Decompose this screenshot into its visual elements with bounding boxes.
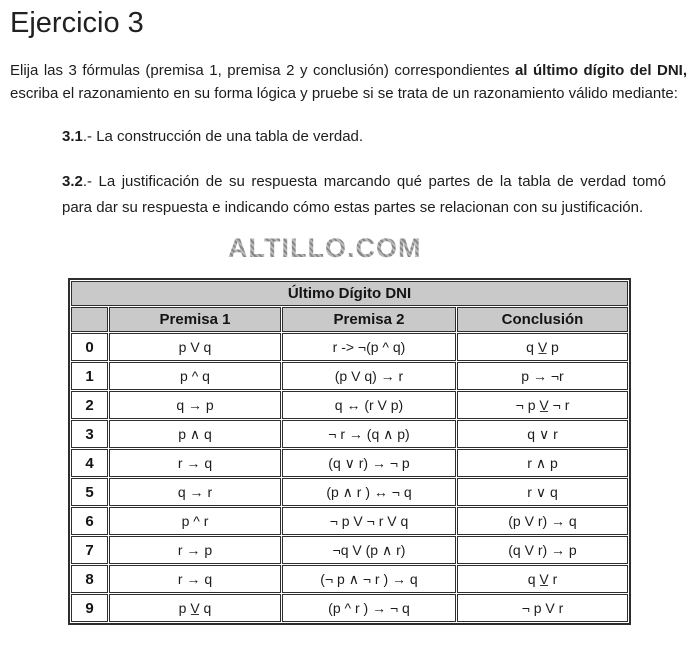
table-row <box>71 333 628 361</box>
row-digit: 2 <box>71 391 108 419</box>
formula-cell: p → ¬r <box>457 362 628 390</box>
formula-cell: (q ∨ r) → ¬ p <box>282 449 456 477</box>
column-header-premisa-1: Premisa 1 <box>109 307 281 332</box>
formula-cell: r -> ¬(p ^ q) <box>282 333 456 361</box>
formula-cell: (p ^ r ) → ¬ q <box>282 594 456 622</box>
table-row <box>71 594 628 622</box>
formula-cell: ¬ p V ¬ r V q <box>282 507 456 535</box>
formula-cell: p V q <box>109 333 281 361</box>
table-row <box>71 507 628 535</box>
intro-text-after: escriba el razonamiento en su forma lógica y pruebe si se trata de un razonamiento válido mediante: <box>10 85 678 102</box>
table-title-row <box>71 281 628 306</box>
table-row <box>71 420 628 448</box>
formula-cell: p V̲ q <box>109 594 281 622</box>
formula-cell: q ↔ (r V p) <box>282 391 456 419</box>
row-digit: 3 <box>71 420 108 448</box>
formula-cell: p ∧ q <box>109 420 281 448</box>
row-digit: 0 <box>71 333 108 361</box>
item-3-1-label: 3.1 <box>62 128 83 145</box>
item-3-2 <box>62 169 666 221</box>
item-3-1 <box>62 127 666 147</box>
formula-cell: (q V r) → p <box>457 536 628 564</box>
row-digit: 5 <box>71 478 108 506</box>
formula-cell: ¬q V (p ∧ r) <box>282 536 456 564</box>
table-body <box>71 333 628 622</box>
formula-cell: (p V r) → q <box>457 507 628 535</box>
table-header-row <box>71 307 628 332</box>
formula-cell: ¬ r → (q ∧ p) <box>282 420 456 448</box>
formula-cell: r → q <box>109 565 281 593</box>
row-digit: 7 <box>71 536 108 564</box>
formula-cell: (p V q) → r <box>282 362 456 390</box>
intro-text-before: Elija las 3 fórmulas (premisa 1, premisa 2 y conclusión) correspondientes <box>10 62 515 79</box>
formula-cell: (p ∧ r ) ↔ ¬ q <box>282 478 456 506</box>
column-header-premisa-2: Premisa 2 <box>282 307 456 332</box>
row-digit: 8 <box>71 565 108 593</box>
column-header-digit <box>71 307 108 332</box>
table-row <box>71 391 628 419</box>
row-digit: 9 <box>71 594 108 622</box>
dni-table-container <box>68 278 631 625</box>
formula-cell: ¬ p V r <box>457 594 628 622</box>
formula-cell: r → q <box>109 449 281 477</box>
formula-cell: r → p <box>109 536 281 564</box>
table-title: Último Dígito DNI <box>71 281 628 306</box>
formula-cell: q V̲ r <box>457 565 628 593</box>
table-row <box>71 449 628 477</box>
table-row <box>71 565 628 593</box>
formula-cell: q ∨ r <box>457 420 628 448</box>
table-row <box>71 478 628 506</box>
dni-table <box>68 278 631 625</box>
row-digit: 6 <box>71 507 108 535</box>
row-digit: 4 <box>71 449 108 477</box>
column-header-conclusion: Conclusión <box>457 307 628 332</box>
intro-paragraph <box>10 59 687 105</box>
row-digit: 1 <box>71 362 108 390</box>
formula-cell: (¬ p ∧ ¬ r ) → q <box>282 565 456 593</box>
intro-text-bold: al último dígito del DNI, <box>514 62 687 79</box>
table-row <box>71 362 628 390</box>
altillo-watermark: ALTILLO.COM <box>228 233 422 263</box>
formula-cell: r ∧ p <box>457 449 628 477</box>
formula-cell: q → r <box>109 478 281 506</box>
formula-cell: q V̲ p <box>457 333 628 361</box>
page-title: Ejercicio 3 <box>10 7 144 39</box>
formula-cell: r ∨ q <box>457 478 628 506</box>
table-row <box>71 536 628 564</box>
item-3-1-text: .- La construcción de una tabla de verdad. <box>82 128 364 145</box>
formula-cell: q → p <box>109 391 281 419</box>
formula-cell: ¬ p V̲ ¬ r <box>457 391 628 419</box>
item-3-2-text: .- La justificación de su respuesta marcando qué partes de la tabla de verdad tomó para dar su respuesta e indicando cómo estas partes se relacionan con su justificación. <box>62 173 666 216</box>
formula-cell: p ^ r <box>109 507 281 535</box>
item-3-2-label: 3.2 <box>62 173 83 190</box>
formula-cell: p ^ q <box>109 362 281 390</box>
